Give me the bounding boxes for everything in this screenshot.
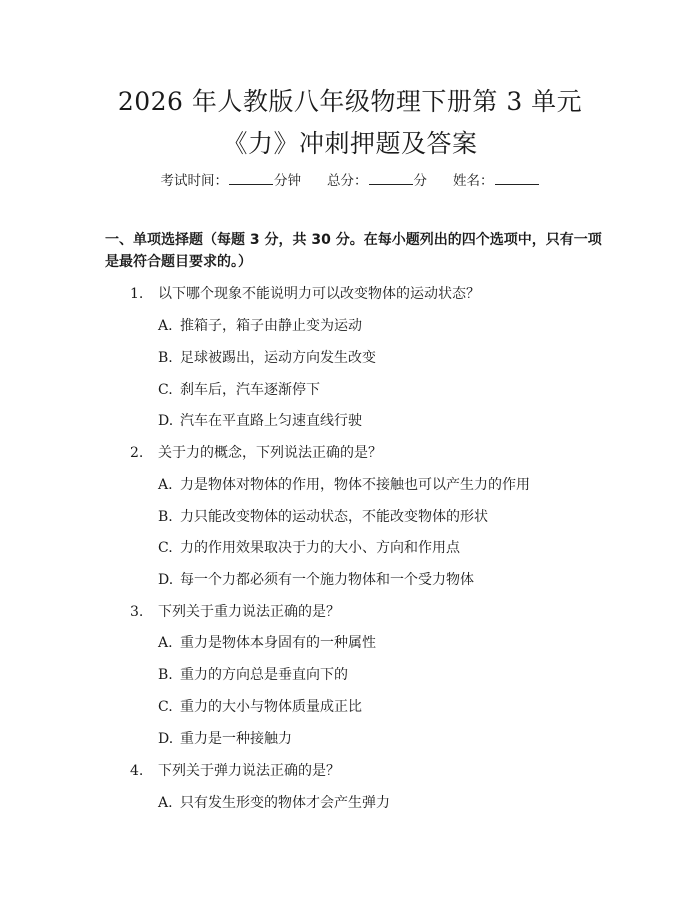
option-letter: A. bbox=[158, 635, 173, 651]
option-2a bbox=[158, 474, 530, 494]
option-1c bbox=[158, 379, 320, 399]
option-text: 力是物体对物体的作用，物体不接触也可以产生力的作用 bbox=[180, 477, 530, 493]
option-letter: C. bbox=[158, 699, 173, 715]
question-text: 以下哪个现象不能说明力可以改变物体的运动状态？ bbox=[158, 286, 480, 302]
option-4a bbox=[158, 792, 390, 812]
question-text: 下列关于弹力说法正确的是？ bbox=[158, 763, 340, 779]
option-1b bbox=[158, 347, 376, 367]
score-blank bbox=[369, 172, 413, 185]
option-letter: D. bbox=[158, 572, 174, 588]
time-unit: 分钟 bbox=[274, 173, 301, 189]
option-letter: C. bbox=[158, 540, 173, 556]
option-letter: B. bbox=[158, 667, 173, 683]
question-text: 关于力的概念，下列说法正确的是？ bbox=[158, 445, 382, 461]
time-blank bbox=[229, 172, 273, 185]
option-letter: A. bbox=[158, 477, 173, 493]
option-1a bbox=[158, 315, 362, 335]
document-title-line2: 《力》冲刺押题及答案 bbox=[222, 129, 478, 158]
option-text: 足球被踢出，运动方向发生改变 bbox=[180, 350, 376, 366]
option-letter: B. bbox=[158, 350, 173, 366]
option-letter: B. bbox=[158, 509, 173, 525]
option-text: 刹车后，汽车逐渐停下 bbox=[180, 382, 320, 398]
name-label: 姓名： bbox=[453, 173, 494, 189]
option-2b bbox=[158, 506, 488, 526]
option-3b bbox=[158, 664, 348, 684]
time-label: 考试时间： bbox=[160, 173, 228, 189]
option-2d bbox=[158, 569, 474, 589]
score-unit: 分 bbox=[413, 173, 427, 189]
option-text: 力的作用效果取决于力的大小、方向和作用点 bbox=[180, 540, 460, 556]
option-text: 每一个力都必须有一个施力物体和一个受力物体 bbox=[180, 572, 474, 588]
option-text: 汽车在平直路上匀速直线行驶 bbox=[180, 413, 362, 429]
option-letter: D. bbox=[158, 731, 174, 747]
option-text: 重力是一种接触力 bbox=[180, 731, 292, 747]
option-text: 只有发生形变的物体才会产生弹力 bbox=[180, 795, 390, 811]
option-letter: C. bbox=[158, 382, 173, 398]
question-number: 4. bbox=[130, 763, 144, 779]
option-3c bbox=[158, 696, 362, 716]
question-number: 2. bbox=[130, 445, 144, 461]
section-heading: 一、单项选择题（每题 3 分，共 30 分。在每小题列出的四个选项中，只有一项是最符合题目要求的。） bbox=[105, 232, 602, 270]
question-4 bbox=[130, 760, 340, 780]
question-3 bbox=[130, 601, 340, 621]
question-1 bbox=[130, 283, 480, 303]
option-text: 推箱子，箱子由静止变为运动 bbox=[180, 318, 362, 334]
option-text: 重力是物体本身固有的一种属性 bbox=[180, 635, 376, 651]
score-label: 总分： bbox=[327, 173, 368, 189]
option-text: 力只能改变物体的运动状态，不能改变物体的形状 bbox=[180, 509, 488, 525]
option-3a bbox=[158, 632, 376, 652]
option-2c bbox=[158, 537, 460, 557]
name-blank bbox=[495, 172, 539, 185]
question-number: 3. bbox=[130, 604, 144, 620]
option-text: 重力的大小与物体质量成正比 bbox=[180, 699, 362, 715]
option-1d bbox=[158, 410, 362, 430]
question-2 bbox=[130, 442, 382, 462]
option-letter: A. bbox=[158, 318, 173, 334]
option-letter: A. bbox=[158, 795, 173, 811]
document-title-line1: 2026 年人教版八年级物理下册第 3 单元 bbox=[117, 87, 583, 116]
exam-meta bbox=[0, 169, 700, 189]
option-3d bbox=[158, 728, 292, 748]
option-letter: D. bbox=[158, 413, 174, 429]
question-number: 1. bbox=[130, 286, 144, 302]
question-text: 下列关于重力说法正确的是？ bbox=[158, 604, 340, 620]
option-text: 重力的方向总是垂直向下的 bbox=[180, 667, 348, 683]
